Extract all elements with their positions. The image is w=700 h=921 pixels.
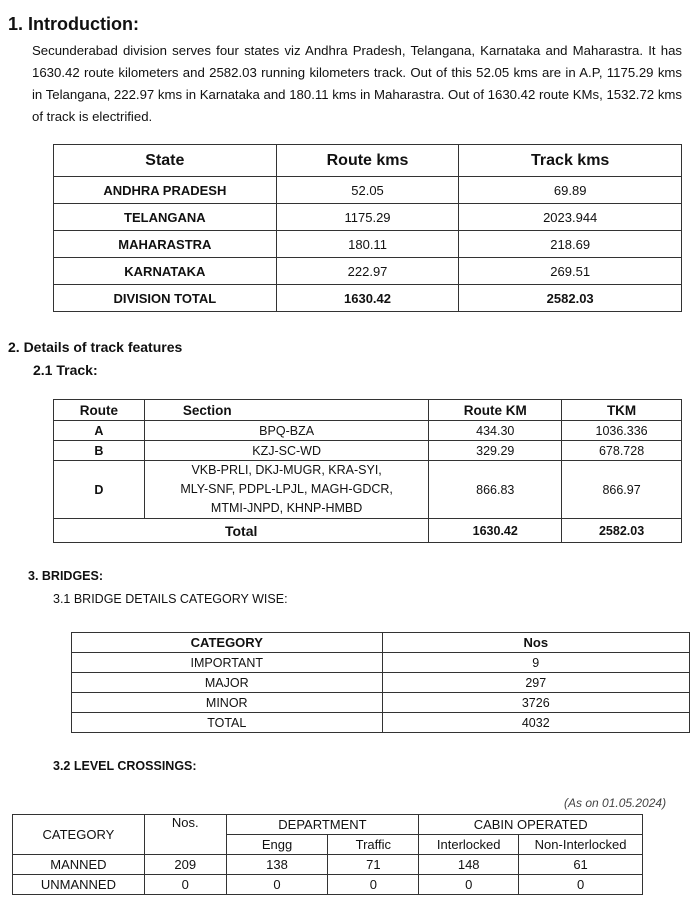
col-header-department: DEPARTMENT — [226, 815, 419, 835]
state-km-table — [53, 144, 682, 312]
col-header-interlocked: Interlocked — [419, 835, 519, 855]
table-row — [54, 177, 682, 204]
col-header-tkm: TKM — [562, 400, 682, 421]
table-row — [54, 258, 682, 285]
table-header-row — [54, 145, 682, 177]
category-cell: MANNED — [13, 855, 145, 875]
col-header-category: CATEGORY — [13, 815, 145, 855]
table-row — [54, 441, 682, 461]
non-interlocked-cell: 0 — [519, 875, 643, 895]
section-cell — [144, 461, 429, 519]
track-kms-cell: 269.51 — [459, 258, 682, 285]
track-kms-cell: 69.89 — [459, 177, 682, 204]
section-line: MTMI-JNPD, KHNP-HMBD — [210, 501, 363, 515]
table-row — [13, 855, 643, 875]
route-kms-cell: 180.11 — [276, 231, 459, 258]
table-row — [72, 673, 690, 693]
total-label-cell: Total — [54, 519, 429, 543]
route-kms-cell: 1175.29 — [276, 204, 459, 231]
section-cell: BPQ-BZA — [144, 421, 429, 441]
route-km-cell: 866.83 — [429, 461, 562, 519]
state-cell: MAHARASTRA — [54, 231, 277, 258]
category-cell: MAJOR — [72, 673, 383, 693]
col-header-nos: Nos. — [144, 815, 226, 855]
route-km-cell: 329.29 — [429, 441, 562, 461]
col-header-route-kms: Route kms — [276, 145, 459, 177]
non-interlocked-cell: 61 — [519, 855, 643, 875]
route-kms-cell: 222.97 — [276, 258, 459, 285]
table-row — [54, 231, 682, 258]
track-table — [53, 399, 682, 543]
col-header-route-km: Route KM — [429, 400, 562, 421]
col-header-track-kms: Track kms — [459, 145, 682, 177]
table-row — [72, 653, 690, 673]
level-crossings-heading: 3.2 LEVEL CROSSINGS: — [53, 759, 197, 773]
traffic-cell: 71 — [328, 855, 419, 875]
route-cell: D — [54, 461, 145, 519]
tkm-cell: 866.97 — [562, 461, 682, 519]
table-header-row — [72, 633, 690, 653]
track-kms-cell: 2582.03 — [459, 285, 682, 312]
as-on-date: (As on 01.05.2024) — [564, 796, 667, 810]
category-cell: TOTAL — [72, 713, 383, 733]
col-header-route: Route — [54, 400, 145, 421]
bridges-heading: 3. BRIDGES: — [28, 569, 104, 583]
interlocked-cell: 0 — [419, 875, 519, 895]
table-header-row — [13, 815, 643, 835]
track-kms-cell: 218.69 — [459, 231, 682, 258]
route-km-cell: 434.30 — [429, 421, 562, 441]
table-total-row — [54, 519, 682, 543]
tkm-cell: 678.728 — [562, 441, 682, 461]
tkm-cell: 2582.03 — [562, 519, 682, 543]
level-crossings-table — [12, 814, 643, 895]
traffic-cell: 0 — [328, 875, 419, 895]
category-cell: UNMANNED — [13, 875, 145, 895]
col-header-section: Section — [144, 400, 429, 421]
route-cell: B — [54, 441, 145, 461]
col-header-engg: Engg — [226, 835, 328, 855]
route-kms-cell: 1630.42 — [276, 285, 459, 312]
engg-cell: 138 — [226, 855, 328, 875]
nos-cell: 4032 — [382, 713, 689, 733]
track-kms-cell: 2023.944 — [459, 204, 682, 231]
track-heading: 2. Details of track features — [8, 339, 183, 355]
track-subheading: 2.1 Track: — [33, 362, 98, 378]
category-cell: MINOR — [72, 693, 383, 713]
state-cell: DIVISION TOTAL — [54, 285, 277, 312]
nos-cell: 0 — [144, 875, 226, 895]
col-header-cabin-operated: CABIN OPERATED — [419, 815, 643, 835]
table-row — [54, 204, 682, 231]
route-km-cell: 1630.42 — [429, 519, 562, 543]
col-header-category: CATEGORY — [72, 633, 383, 653]
section-line: VKB-PRLI, DKJ-MUGR, KRA-SYI, — [191, 463, 382, 477]
table-row — [54, 421, 682, 441]
tkm-cell: 1036.336 — [562, 421, 682, 441]
route-kms-cell: 52.05 — [276, 177, 459, 204]
table-row — [54, 461, 682, 519]
bridges-table — [71, 632, 690, 733]
bridges-subheading: 3.1 BRIDGE DETAILS CATEGORY WISE: — [53, 592, 288, 606]
category-cell: IMPORTANT — [72, 653, 383, 673]
col-header-nos: Nos — [382, 633, 689, 653]
nos-cell: 9 — [382, 653, 689, 673]
table-row — [72, 713, 690, 733]
section-line: MLY-SNF, PDPL-LPJL, MAGH-GDCR, — [180, 482, 393, 496]
intro-paragraph: Secunderabad division serves four states viz Andhra Pradesh, Telangana, Karnataka and Maharastra. It has 1630.42 route kilometers and 2582.03 running kilometers track. Out of this 52.05 kms are in A.P, 1175.29 kms in Telangana, 222.97 kms in Karnataka and 180.11 kms in Maharastra. Out of 1630.42 route KMs, 1532.72 kms of track is electrified. — [32, 43, 682, 124]
table-row — [72, 693, 690, 713]
table-header-row — [54, 400, 682, 421]
col-header-traffic: Traffic — [328, 835, 419, 855]
state-cell: KARNATAKA — [54, 258, 277, 285]
route-cell: A — [54, 421, 145, 441]
interlocked-cell: 148 — [419, 855, 519, 875]
engg-cell: 0 — [226, 875, 328, 895]
col-header-non-interlocked: Non-Interlocked — [519, 835, 643, 855]
nos-cell: 297 — [382, 673, 689, 693]
nos-cell: 3726 — [382, 693, 689, 713]
col-header-state: State — [54, 145, 277, 177]
nos-cell: 209 — [144, 855, 226, 875]
table-row — [13, 875, 643, 895]
table-total-row — [54, 285, 682, 312]
intro-heading: 1. Introduction: — [8, 14, 139, 34]
section-cell: KZJ-SC-WD — [144, 441, 429, 461]
state-cell: ANDHRA PRADESH — [54, 177, 277, 204]
state-cell: TELANGANA — [54, 204, 277, 231]
